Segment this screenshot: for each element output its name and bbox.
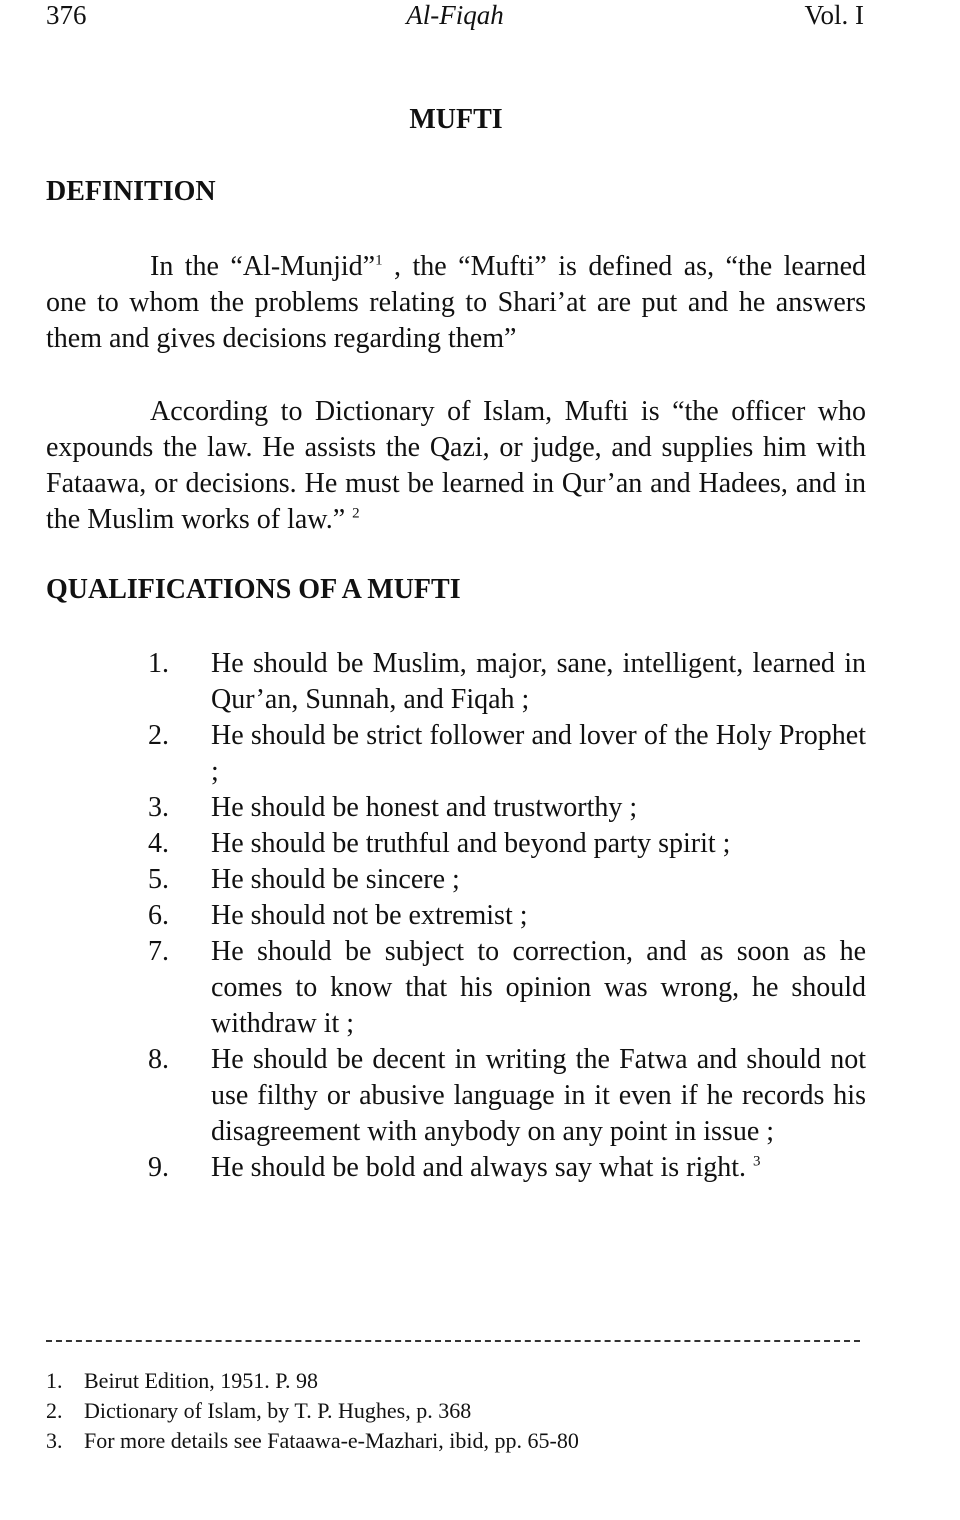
list-item-text: He should be bold and always say what is right. [211,1152,754,1183]
list-item [148,934,866,1042]
list-item [148,646,866,718]
list-item-text: He should be decent in writing the Fatwa and should not use filthy or abusive language in it even if he records his disagreement with anybody on any point in issue ; [211,1044,866,1147]
footnote-number: 2. [46,1398,63,1423]
list-item-number: 3. [148,792,169,823]
volume-label: Vol. I [804,0,864,30]
footnote-ref-2: 2 [352,505,360,522]
footnote-text: Dictionary of Islam, by T. P. Hughes, p. 368 [84,1398,472,1423]
list-item-text: He should be Muslim, major, sane, intelligent, learned in Qur’an, Sunnah, and Fiqah ; [211,648,866,715]
list-item-number: 4. [148,828,169,859]
list-item [148,826,866,862]
footnote-number: 3. [46,1428,63,1453]
list-item [148,790,866,826]
page-number: 376 [46,0,87,30]
list-item-text: He should be sincere ; [211,864,460,895]
list-item-number: 6. [148,900,169,931]
footnote-number: 1. [46,1368,63,1393]
list-item-text: He should be subject to correction, and as soon as he comes to know that his opinion was wrong, he should withdraw it ; [211,936,866,1039]
definition-paragraph-1-text-cont: , the “Mufti” is defined as, “the learned one to whom the problems relating to Shari’at are put and he answers them and gives decisions regarding them” [46,251,867,354]
list-item-number: 5. [148,864,169,895]
definition-paragraph-1-text: In the “Al-Munjid” [150,251,376,282]
definition-heading: DEFINITION [46,176,216,207]
definition-paragraph-2-text: According to Dictionary of Islam, Mufti is “the officer who expounds the law. He assists the Qazi, or judge, and supplies him with Fataawa, or decisions. He must be learned in Qur’an and Hadees, and in the Muslim works of law.” [46,396,866,535]
list-item-text: He should be honest and trustworthy ; [211,792,638,823]
footnote-text: Beirut Edition, 1951. P. 98 [84,1368,319,1393]
list-item-number: 7. [148,936,169,967]
list-item-number: 8. [148,1044,169,1075]
list-item-text: He should not be extremist ; [211,900,528,931]
book-title: Al-Fiqah [406,0,504,30]
footnote-item [46,1396,866,1426]
list-item-text: He should be truthful and beyond party spirit ; [211,828,731,859]
list-item [148,898,866,934]
footnote-item [46,1426,866,1456]
list-item-text: He should be strict follower and lover of the Holy Prophet ; [211,720,866,787]
qualifications-heading: QUALIFICATIONS OF A MUFTI [46,574,461,605]
list-item [148,1150,866,1186]
footnotes-list [46,1366,866,1456]
list-item [148,1042,866,1150]
list-item [148,718,866,790]
footnote-ref-1: 1 [375,252,383,269]
qualifications-list [148,646,866,1186]
footnote-text: For more details see Fataawa-e-Mazhari, ibid, pp. 65-80 [84,1428,579,1453]
definition-paragraph-2 [46,394,866,538]
definition-paragraph-1 [46,249,866,357]
footnote-item [46,1366,866,1396]
footnote-ref-3: 3 [753,1153,761,1170]
list-item [148,862,866,898]
running-header [46,0,864,40]
list-item-number: 9. [148,1152,169,1183]
list-item-number: 2. [148,720,169,751]
list-item-number: 1. [148,648,169,679]
footnote-divider [46,1340,860,1342]
chapter-title: MUFTI [409,104,503,135]
